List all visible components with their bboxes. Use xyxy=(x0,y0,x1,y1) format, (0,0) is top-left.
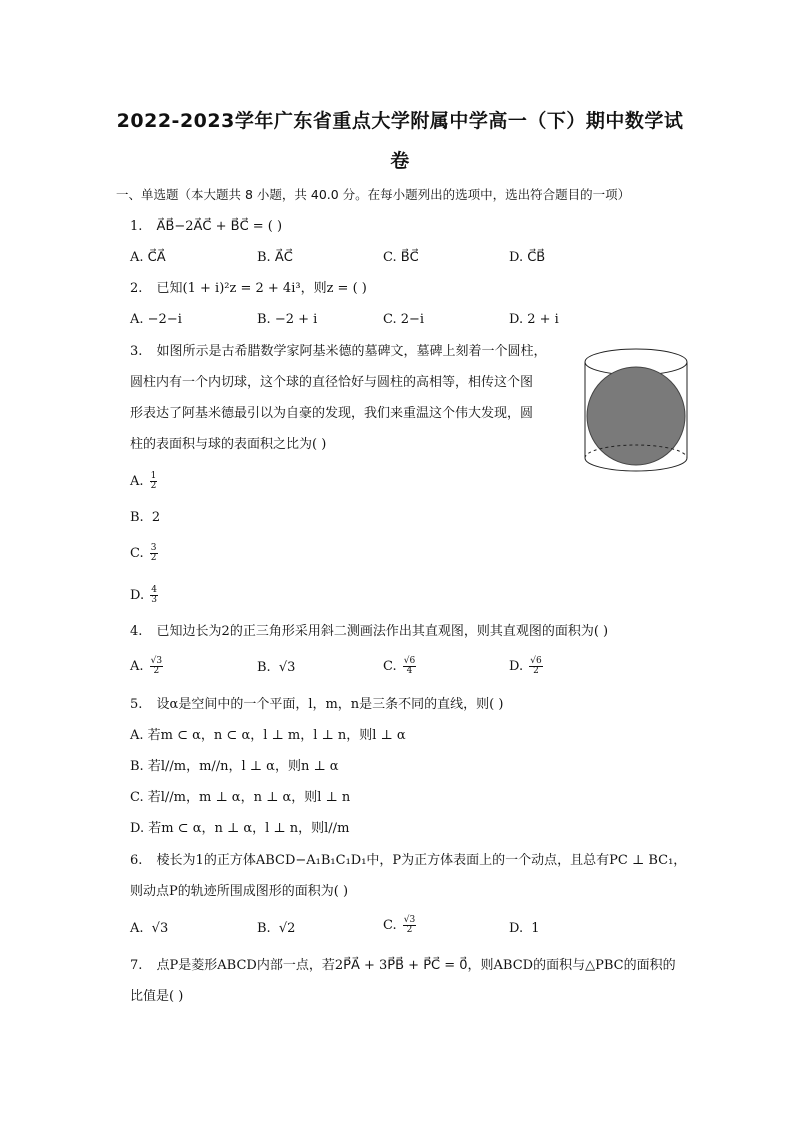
question-6 xyxy=(130,852,686,870)
question-number: 4. xyxy=(130,624,143,639)
question-number: 3. xyxy=(130,344,143,359)
question-stem-line: 柱的表面积与球的表面积之比为( ) xyxy=(130,437,327,452)
fraction: $\frac{1}{2}$ xyxy=(150,471,157,491)
fraction: $\frac{3}{2}$ xyxy=(150,543,157,563)
question-number: 6. xyxy=(130,853,143,868)
option-c: C. 若l//m，m ⊥ α，n ⊥ α，则l ⊥ n xyxy=(130,790,351,805)
option-d: D. 1 xyxy=(509,921,540,936)
option-b: B. A⃗C⃗ xyxy=(257,250,293,265)
question-5 xyxy=(130,696,503,714)
question-stem: 已知(1 + i)²z = 2 + 4i³，则z = ( ) xyxy=(156,281,367,296)
option-d: D. C⃗B⃗ xyxy=(509,250,546,265)
question-4 xyxy=(130,623,608,641)
question-2 xyxy=(130,280,367,298)
question-stem-line: 圆柱内有一个内切球，这个球的直径恰好与圆柱的高相等，相传这个图 xyxy=(130,375,534,390)
exam-title-line1: 2022-2023学年广东省重点大学附属中学高一（下）期中数学试 xyxy=(116,110,684,132)
option-a: A. C⃗A⃗ xyxy=(130,250,166,265)
option-a: A. 若m ⊂ α，n ⊂ α，l ⊥ m，l ⊥ n，则l ⊥ α xyxy=(130,728,406,743)
fraction: $\frac{√6}{4}$ xyxy=(403,656,416,676)
option-b: B. √3 xyxy=(257,660,296,675)
question-stem-line: 则动点P的轨迹所围成图形的面积为( ) xyxy=(130,884,349,899)
cylinder-sphere-figure xyxy=(580,344,692,480)
option-c: C. $\frac{√6}{4}$ xyxy=(383,656,416,676)
option-c: C. B⃗C⃗ xyxy=(383,250,419,265)
option-b: B. 2 xyxy=(130,510,161,525)
question-number: 5. xyxy=(130,697,143,712)
option-c: C. $\frac{3}{2}$ xyxy=(130,543,157,563)
option-a: A. $\frac{1}{2}$ xyxy=(130,471,157,491)
question-stem-line: 形表达了阿基米德最引以为自豪的发现，我们来重温这个伟大发现，圆 xyxy=(130,406,534,421)
question-stem-line: 如图所示是古希腊数学家阿基米德的墓碑文，墓碑上刻着一个圆柱， xyxy=(156,344,547,359)
inscribed-sphere xyxy=(587,367,685,465)
option-b: B. √2 xyxy=(257,921,296,936)
question-stem: 已知边长为2的正三角形采用斜二测画法作出其直观图，则其直观图的面积为( ) xyxy=(156,624,609,639)
option-d: D. 2 + i xyxy=(509,312,559,327)
question-3 xyxy=(130,343,547,361)
question-stem: 设α是空间中的一个平面，l，m，n是三条不同的直线，则( ) xyxy=(156,697,504,712)
question-1 xyxy=(130,218,282,236)
question-number: 1. xyxy=(130,219,143,234)
option-d: D. $\frac{4}{3}$ xyxy=(130,585,157,605)
fraction: $\frac{√6}{2}$ xyxy=(530,656,542,676)
question-stem-line: 点P是菱形ABCD内部一点，若2P⃗A⃗ + 3P⃗B⃗ + P⃗C⃗ = 0⃗，则ABCD的面积与△PBC的面积的 xyxy=(156,958,676,973)
fraction: $\frac{4}{3}$ xyxy=(151,585,157,605)
option-a: A. √3 xyxy=(130,921,169,936)
option-c: C. $\frac{√3}{2}$ xyxy=(383,915,416,935)
question-number: 7. xyxy=(130,958,143,973)
question-number: 2. xyxy=(130,281,143,296)
option-a: A. $\frac{√3}{2}$ xyxy=(130,656,163,676)
option-a: A. −2−i xyxy=(130,312,182,327)
question-stem-line: 比值是( ) xyxy=(130,989,184,1004)
question-stem: A⃗B⃗−2A⃗C⃗ + B⃗C⃗ = ( ) xyxy=(156,219,283,234)
option-d: D. $\frac{√6}{2}$ xyxy=(509,656,542,676)
option-b: B. 若l//m，m//n，l ⊥ α，则n ⊥ α xyxy=(130,759,339,774)
question-7 xyxy=(130,957,676,975)
fraction: $\frac{√3}{2}$ xyxy=(403,915,416,935)
option-c: C. 2−i xyxy=(383,312,425,327)
fraction: $\frac{√3}{2}$ xyxy=(150,656,163,676)
option-b: B. −2 + i xyxy=(257,312,318,327)
option-d: D. 若m ⊂ α，n ⊥ α，l ⊥ n，则l//m xyxy=(130,821,350,836)
section-heading: 一、单选题（本大题共 8 小题，共 40.0 分。在每小题列出的选项中，选出符合题目的一项） xyxy=(116,187,631,202)
question-stem-line: 棱长为1的正方体ABCD−A₁B₁C₁D₁中，P为正方体表面上的一个动点，且总有PC ⊥ BC₁， xyxy=(156,853,687,868)
exam-title-line2: 卷 xyxy=(390,150,410,172)
